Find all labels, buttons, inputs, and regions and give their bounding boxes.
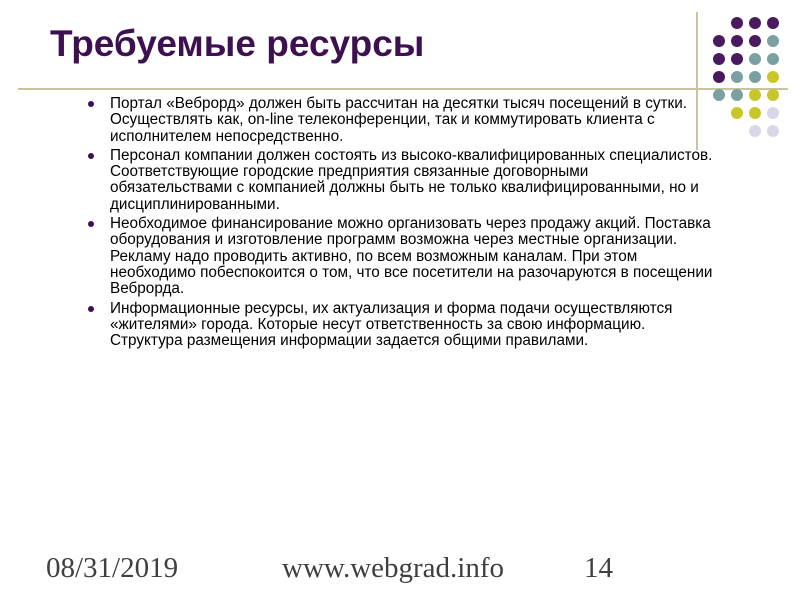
decorative-dot-icon <box>749 89 761 101</box>
bullet-text: Персонал компании должен состоять из высоко-квалифицированных специалистов. Соответствующие городские предприятия связанные договорными обязательствами с компанией должны быть не только квалифицированными, но и дисциплинированными. <box>110 146 713 213</box>
bullet-dot-icon <box>88 221 94 227</box>
decorative-dot-icon <box>731 53 743 65</box>
decorative-dot-icon <box>749 125 761 137</box>
bullet-dot-icon <box>88 306 94 312</box>
decorative-dot-icon <box>713 35 725 47</box>
bullet-text: Портал «Веброрд» должен быть рассчитан на десятки тысяч посещений в сутки. Осуществлять как, on-line телеконференции, так и коммутировать клиента с исполнителем непосредственно. <box>110 95 688 145</box>
decorative-dot-icon <box>749 17 761 29</box>
bullet-dot-icon <box>88 101 94 107</box>
decorative-dot-icon <box>713 71 725 83</box>
decorative-dot-icon <box>713 53 725 65</box>
decorative-dot-icon <box>731 17 743 29</box>
slide-title: Требуемые ресурсы <box>50 23 425 64</box>
bullet-text: Необходимое финансирование можно организовать через продажу акций. Поставка оборудования и изготовление программ возможна через местные организации. Рекламу надо проводить активно, по всем возможным каналам. При этом необходимо побеспокоится о том, что все посетители на разочаруются в посещении Веброрда. <box>110 215 713 298</box>
bullet-item <box>88 148 714 213</box>
decorative-dot-icon <box>767 89 779 101</box>
decorative-dot-icon <box>767 35 779 47</box>
bullet-dot-icon <box>88 153 94 159</box>
decorative-dot-icon <box>767 107 779 119</box>
decorative-horizontal-line <box>18 88 788 90</box>
decorative-dot-icon <box>731 71 743 83</box>
decorative-dot-icon <box>767 125 779 137</box>
decorative-dot-icon <box>767 53 779 65</box>
decorative-dot-icon <box>749 53 761 65</box>
decorative-dot-icon <box>749 35 761 47</box>
footer-date: 08/31/2019 <box>46 552 179 584</box>
decorative-dot-icon <box>731 35 743 47</box>
decorative-dot-icon <box>767 17 779 29</box>
decorative-dot-icon <box>713 89 725 101</box>
bullet-item <box>88 301 714 350</box>
decorative-dot-icon <box>731 89 743 101</box>
bullet-item <box>88 96 714 145</box>
bullet-text: Информационные ресурсы, их актуализация и форма подачи осуществляются «жителями» города. Которые несут ответственность за свою информацию. Структура размещения информации задается общими правилами. <box>110 299 673 350</box>
bullet-list <box>88 96 714 352</box>
decorative-dot-icon <box>749 107 761 119</box>
bullet-item <box>88 216 714 297</box>
decorative-dot-icon <box>767 71 779 83</box>
decorative-dot-icon <box>731 107 743 119</box>
footer-url: www.webgrad.info <box>282 552 505 584</box>
decorative-dot-icon <box>749 71 761 83</box>
footer-page-number: 14 <box>584 552 613 584</box>
